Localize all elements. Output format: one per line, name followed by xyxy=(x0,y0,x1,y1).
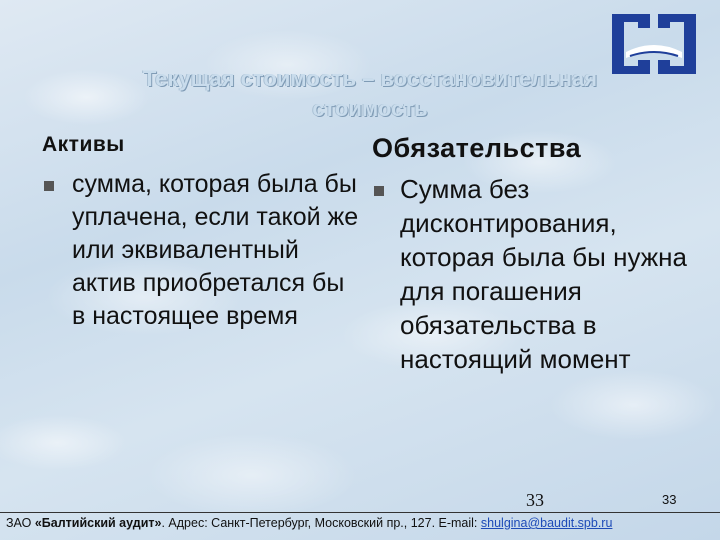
slide-title-line1: Текущая стоимость – восстановительная xyxy=(142,66,598,91)
page-number-small: 33 xyxy=(662,492,677,507)
footer-prefix: ЗАО xyxy=(6,516,35,530)
footer-email-link[interactable]: shulgina@baudit.spb.ru xyxy=(480,516,613,530)
assets-definition: сумма, которая была бы уплачена, если такой же или эквивалентный актив приобретался бы в настоящее время xyxy=(72,170,359,330)
slide-title xyxy=(70,64,670,124)
slide-title-line2: стоимость xyxy=(312,96,428,121)
liabilities-heading: Обязательства xyxy=(372,133,582,163)
footer-company: «Балтийский аудит» xyxy=(34,516,162,530)
liabilities-definition: Сумма без дисконтирования, которая была бы нужна для погашения обязательства в настоящий момент xyxy=(400,174,687,374)
footer-divider xyxy=(0,512,720,513)
square-bullet-icon xyxy=(44,181,54,191)
footer-address: . Адрес: Санкт-Петербург, Московский пр., 127. E-mail: xyxy=(161,516,481,530)
page-number: 33 xyxy=(526,490,544,510)
footer xyxy=(6,516,612,530)
assets-heading: Активы xyxy=(42,133,125,156)
square-bullet-icon xyxy=(374,186,384,196)
